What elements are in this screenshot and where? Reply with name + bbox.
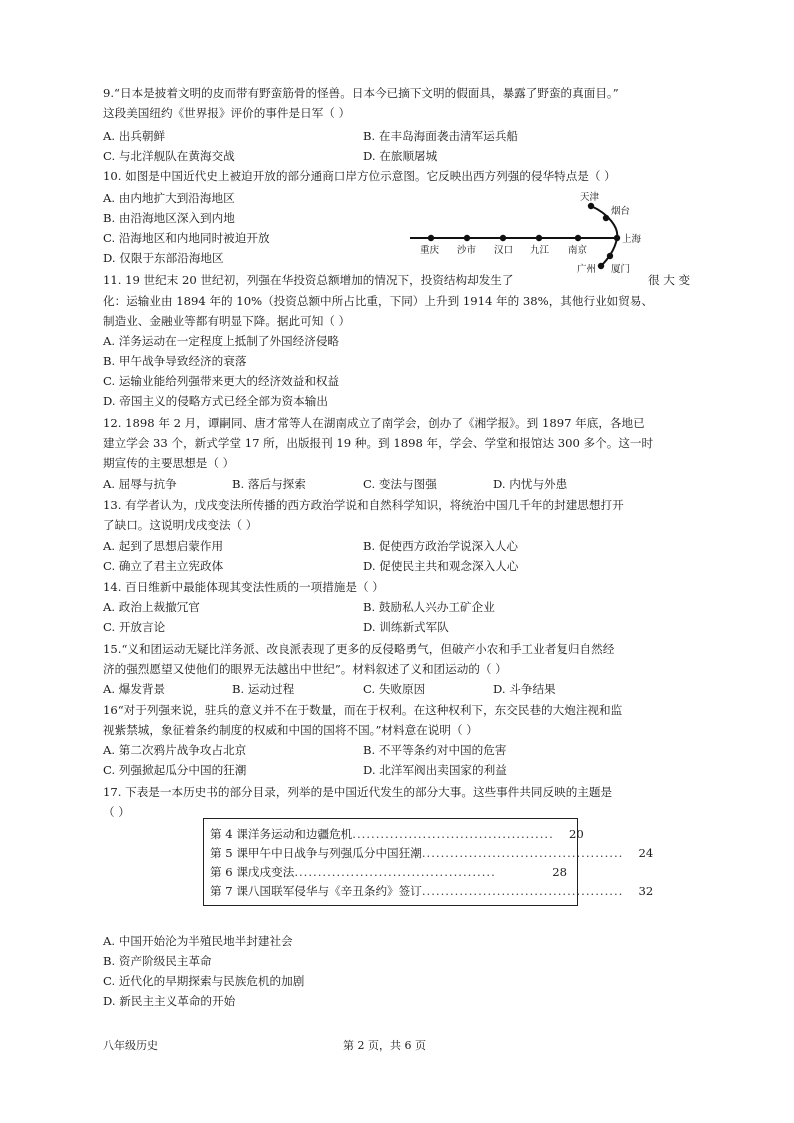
q10-option-a: A. 由内地扩大到沿海地区	[103, 191, 235, 205]
q12-stem-line-1: 12. 1898 年 2 月，谭嗣同、唐才常等人在湖南成立了南学会，创办了《湘学报》。到 1897 年底，各地已	[103, 416, 645, 430]
q15-option-a: A. 爆发背景	[103, 682, 166, 696]
q15-stem-line-1: 15.“义和团运动无疑比洋务派、改良派表现了更多的反侵略勇气，但破产小农和手工业者复归自然经	[103, 642, 615, 656]
q15-option-c: C. 失败原因	[363, 682, 426, 696]
toc-title: 第 4 课洋务运动和边疆危机	[210, 827, 353, 841]
port-dot-shanghai	[614, 235, 620, 241]
port-label-shashi: 沙市	[457, 245, 477, 256]
q12-stem-line-3: 期宣传的主要思想是（ ）	[103, 456, 235, 470]
q17-stem-line-2: （ ）	[103, 805, 130, 819]
q13-stem-line-1: 13. 有学者认为，戊戌变法所传播的西方政治学说和自然科学知识，将统治中国几千年的封建思想打开	[103, 498, 624, 512]
q13-option-b: B. 促使西方政治学说深入人心	[363, 539, 519, 553]
q11-stem-line-3: 制造业、金融业等都有明显下降。据此可知（ ）	[103, 314, 351, 328]
q11-option-d: D. 帝国主义的侵略方式已经全部为资本输出	[103, 394, 328, 408]
q14-option-a: A. 政治上裁撤冗官	[103, 600, 200, 614]
q10-stem: 10. 如图是中国近代史上被迫开放的部分通商口岸方位示意图。它反映出西方列强的侵华特点是（ ）	[103, 169, 616, 183]
q12-option-b: B. 落后与探索	[232, 477, 306, 491]
toc-title: 第 7 课八国联军侵华与《辛丑条约》签订	[210, 884, 422, 898]
port-label-chongqing: 重庆	[420, 245, 440, 256]
q9-stem-line-2: 这段美国纽约《世界报》评价的事件是日军（ ）	[103, 106, 351, 120]
port-dot-yantai	[603, 215, 609, 221]
q12-option-d: D. 内忧与外患	[493, 477, 568, 491]
q16-option-d: D. 北洋军阀出卖国家的利益	[363, 763, 507, 777]
port-dot-xiamen	[607, 253, 613, 259]
q10-option-b: B. 由沿海地区深入到内地	[103, 211, 235, 225]
port-label-nanjing: 南京	[568, 245, 588, 256]
port-dot-chongqing	[428, 235, 434, 241]
q14-option-c: C. 开放言论	[103, 620, 166, 634]
q11-stem-line-1-tail: 很 大 变	[648, 273, 691, 287]
q13-option-c: C. 确立了君主立宪政体	[103, 559, 224, 573]
port-label-shanghai: 上海	[622, 234, 642, 245]
port-label-guangzhou: 广州	[577, 264, 597, 275]
q13-option-a: A. 起到了思想启蒙作用	[103, 539, 224, 553]
port-dot-hankou	[500, 235, 506, 241]
toc-page-number: 20	[568, 827, 584, 841]
q11-option-b: B. 甲午战争导致经济的衰落	[103, 354, 247, 368]
q9-stem-line-1: 9.“日本是披着文明的皮而带有野蛮筋骨的怪兽。日本今已摘下文明的假面具，暴露了野蛮的真面目。”	[103, 86, 619, 100]
port-dot-nanjing	[575, 235, 581, 241]
q17-option-b: B. 资产阶级民主革命	[103, 954, 212, 968]
q16-option-c: C. 列强掀起瓜分中国的狂潮	[103, 763, 247, 777]
port-label-hankou: 汉口	[494, 245, 514, 256]
q9-option-c: C. 与北洋舰队在黄海交战	[103, 149, 235, 163]
toc-leader-dots: ...........................................	[352, 827, 554, 841]
toc-row	[210, 844, 654, 863]
q14-stem: 14. 百日维新中最能体现其变法性质的一项措施是（ ）	[103, 580, 384, 594]
toc-title: 第 6 课戊戌变法	[210, 865, 295, 879]
port-label-jiujiang: 九江	[530, 245, 550, 256]
port-label-xiamen: 厦门	[611, 264, 631, 275]
q9-option-a: A. 出兵朝鲜	[103, 129, 166, 143]
q17-option-a: A. 中国开始沦为半殖民地半封建社会	[103, 934, 293, 948]
port-dot-guangzhou	[598, 263, 604, 269]
q16-option-b: B. 不平等条约对中国的危害	[363, 743, 507, 757]
toc-page-number: 28	[552, 865, 567, 879]
q13-option-d: D. 促使民主共和观念深入人心	[363, 559, 519, 573]
q9-option-d: D. 在旅顺屠城	[363, 149, 438, 163]
toc-row	[210, 863, 567, 882]
q15-option-d: D. 斗争结果	[493, 682, 556, 696]
q13-stem-line-2: 了缺口。这说明戊戌变法（ ）	[103, 518, 258, 532]
q16-stem-line-1: 16“对于列强来说，驻兵的意义并不在于数量，而在于权利。在这种权利下，东交民巷的大炮注视和监	[103, 703, 623, 717]
footer-page-number: 第 2 页，共 6 页	[343, 1039, 426, 1052]
q15-option-b: B. 运动过程	[232, 682, 295, 696]
q11-option-c: C. 运输业能给列强带来更大的经济效益和权益	[103, 374, 340, 388]
table-of-contents-box	[203, 818, 654, 906]
port-dot-tianjin	[588, 203, 594, 209]
q10-option-d: D. 仅限于东部沿海地区	[103, 251, 224, 265]
q12-option-c: C. 变法与图强	[363, 477, 437, 491]
q16-option-a: A. 第二次鸦片战争攻占北京	[103, 743, 247, 757]
footer-subject: 八年级历史	[103, 1039, 158, 1052]
q11-option-a: A. 洋务运动在一定程度上抵制了外国经济侵略	[103, 334, 340, 348]
q12-option-a: A. 屈辱与抗争	[103, 477, 177, 491]
port-dot-shashi	[464, 235, 470, 241]
toc-row	[210, 825, 584, 844]
q15-stem-line-2: 济的强烈愿望又使他们的眼界无法越出中世纪”。材料叙述了义和团运动的（ ）	[103, 662, 507, 676]
q14-option-d: D. 训练新式军队	[363, 620, 449, 634]
toc-page-number: 32	[638, 884, 654, 898]
q17-option-c: C. 近代化的早期探索与民族危机的加剧	[103, 974, 305, 988]
toc-page-number: 24	[638, 846, 654, 860]
q16-stem-line-2: 视紫禁城，象征着条约制度的权威和中国的国将不国。”材料意在说明（ ）	[103, 723, 478, 737]
q11-stem-line-2: 化：运输业由 1894 年的 10%（投资总额中所占比重，下同）上升到 1914 年的 38%，其他行业如贸易、	[103, 294, 654, 308]
port-label-tianjin: 天津	[580, 192, 600, 203]
q11-stem-line-1: 11. 19 世纪末 20 世纪初，列强在华投资总额增加的情况下，投资结构却发生了	[103, 273, 514, 287]
treaty-port-map	[405, 188, 670, 278]
toc-leader-dots: ...........................................	[294, 865, 496, 879]
toc-row	[210, 882, 654, 901]
toc-leader-dots: ...........................................	[421, 884, 624, 898]
toc-leader-dots: ...........................................	[421, 846, 624, 860]
q17-stem-line-1: 17. 下表是一本历史书的部分目录，列举的是中国近代发生的部分大事。这些事件共同反映的主题是	[103, 785, 613, 799]
q17-option-d: D. 新民主主义革命的开始	[103, 994, 236, 1008]
q9-option-b: B. 在丰岛海面袭击清军运兵船	[363, 129, 519, 143]
port-dot-jiujiang	[536, 235, 542, 241]
port-label-yantai: 烟台	[611, 206, 631, 217]
q10-option-c: C. 沿海地区和内地同时被迫开放	[103, 231, 270, 245]
q12-stem-line-2: 建立学会 33 个，新式学堂 17 所，出版报刊 19 种。到 1898 年，学会、学堂和报馆达 300 多个。这一时	[103, 436, 654, 450]
toc-title: 第 5 课甲午中日战争与列强瓜分中国狂潮	[210, 846, 422, 860]
q14-option-b: B. 鼓励私人兴办工矿企业	[363, 600, 495, 614]
